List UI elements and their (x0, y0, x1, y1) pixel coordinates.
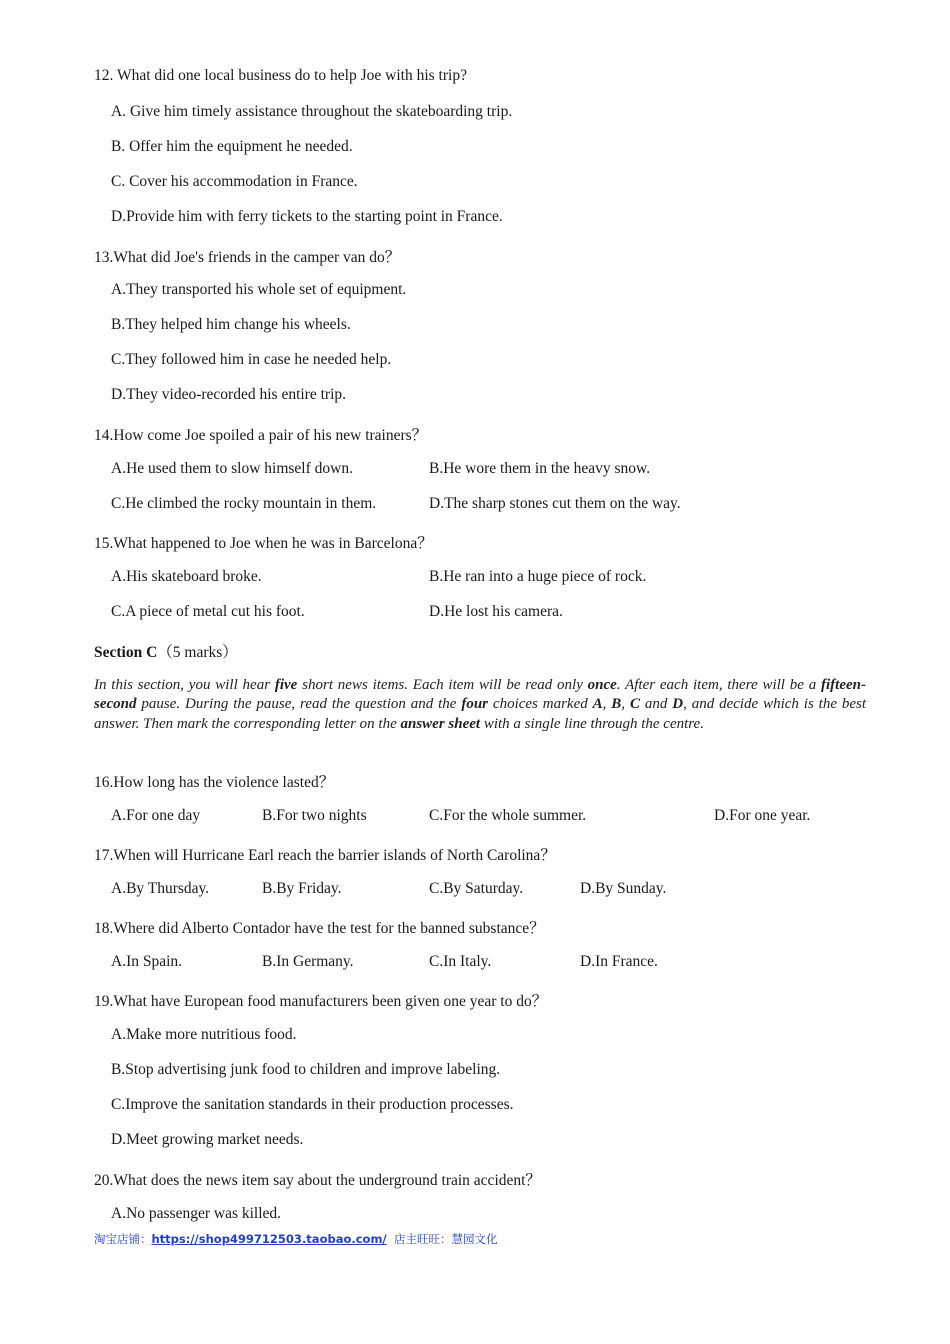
question-17-option-d: D.By Sunday. (580, 880, 667, 897)
question-13-prompt: 13.What did Joe's friends in the camper van do？ (94, 249, 401, 266)
question-20-prompt: 20.What does the news item say about the underground train accident？ (94, 1172, 541, 1189)
question-12-option-b: B. Offer him the equipment he needed. (111, 138, 353, 155)
question-17-option-c: C.By Saturday. (429, 880, 524, 897)
question-17-option-a: A.By Thursday. (111, 880, 210, 897)
question-16-option-c: C.For the whole summer. (429, 807, 587, 824)
section-title: Section C (94, 644, 158, 661)
question-13-option-b: B.They helped him change his wheels. (111, 316, 351, 333)
question-18-option-b: B.In Germany. (262, 953, 354, 970)
question-14-option-b: B.He wore them in the heavy snow. (429, 460, 651, 477)
section-instructions: In this section, you will hear five short news items. Each item will be read only once. After each item, there will be a fifteen-second pause. During the pause, read the question and the four choices marked A, B, C and D, and decide which is the best answer. Then mark the corresponding letter on the answer sheet with a single line through the centre. (94, 677, 867, 732)
question-14-option-c: C.He climbed the rocky mountain in them. (111, 495, 377, 512)
footer (94, 1231, 497, 1247)
question-16-prompt: 16.How long has the violence lasted？ (94, 774, 335, 791)
question-12-option-c: C. Cover his accommodation in France. (111, 173, 358, 190)
question-18-option-d: D.In France. (580, 953, 658, 970)
footer-owner: 店主旺旺：慧园文化 (386, 1232, 498, 1246)
question-15-option-a: A.His skateboard broke. (111, 568, 262, 585)
question-16-option-b: B.For two nights (262, 807, 367, 824)
question-19-prompt: 19.What have European food manufacturers been given one year to do？ (94, 993, 548, 1010)
question-19-option-b: B.Stop advertising junk food to children and improve labeling. (111, 1061, 501, 1078)
question-13-option-d: D.They video-recorded his entire trip. (111, 386, 346, 403)
question-19-option-d: D.Meet growing market needs. (111, 1131, 304, 1148)
question-14-option-d: D.The sharp stones cut them on the way. (429, 495, 681, 512)
question-15-option-b: B.He ran into a huge piece of rock. (429, 568, 647, 585)
question-18-option-a: A.In Spain. (111, 953, 183, 970)
question-12-option-a: A. Give him timely assistance throughout the skateboarding trip. (111, 103, 513, 120)
question-13-option-a: A.They transported his whole set of equipment. (111, 281, 407, 298)
question-14-option-a: A.He used them to slow himself down. (111, 460, 353, 477)
question-17-prompt: 17.When will Hurricane Earl reach the barrier islands of North Carolina？ (94, 847, 556, 864)
question-13-option-c: C.They followed him in case he needed help. (111, 351, 392, 368)
section-marks: （5 marks） (157, 644, 238, 661)
question-17-option-b: B.By Friday. (262, 880, 342, 897)
question-20-option-a: A.No passenger was killed. (111, 1205, 282, 1222)
question-12-prompt: 12. What did one local business do to help Joe with his trip? (94, 67, 467, 84)
question-18-option-c: C.In Italy. (429, 953, 492, 970)
section-heading (94, 640, 238, 662)
question-19-option-c: C.Improve the sanitation standards in their production processes. (111, 1096, 514, 1113)
question-16-option-d: D.For one year. (714, 807, 811, 824)
shop-link[interactable]: https://shop499712503.taobao.com/ (151, 1232, 387, 1246)
question-15-prompt: 15.What happened to Joe when he was in Barcelona？ (94, 535, 433, 552)
footer-label: 淘宝店铺： (94, 1232, 152, 1246)
question-15-option-d: D.He lost his camera. (429, 603, 563, 620)
question-14-prompt: 14.How come Joe spoiled a pair of his new trainers？ (94, 427, 428, 444)
question-18-prompt: 18.Where did Alberto Contador have the test for the banned substance？ (94, 920, 545, 937)
question-15-option-c: C.A piece of metal cut his foot. (111, 603, 305, 620)
question-16-option-a: A.For one day (111, 807, 201, 824)
question-19-option-a: A.Make more nutritious food. (111, 1026, 297, 1043)
question-12-option-d: D.Provide him with ferry tickets to the starting point in France. (111, 208, 503, 225)
